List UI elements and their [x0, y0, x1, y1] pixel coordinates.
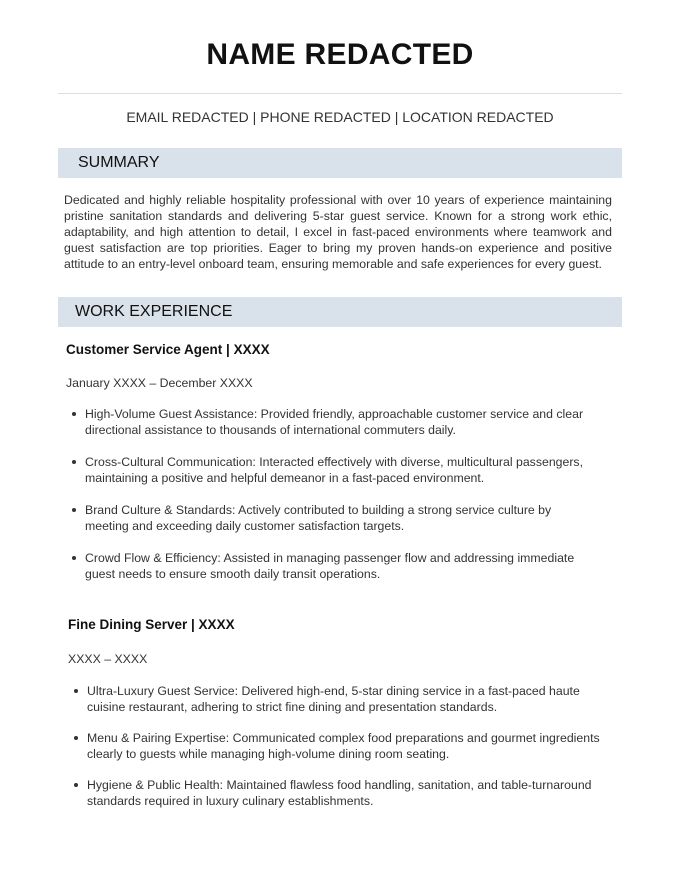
header-divider — [58, 93, 622, 94]
summary-text: Dedicated and highly reliable hospitality professional with over 10 years of experience maintaining pristine sanitation standards and delivering 5-star guest service. Known for a strong work ethic, adaptability, and high attention to detail, I excel in fast-paced environments where teamwork and guest satisfaction are top priorities. Eager to bring my proven hands-on experience and positive attitude to an entry-level onboard team, ensuring memorable and safe experiences for every guest. — [64, 193, 612, 271]
job-bullet-list — [71, 683, 607, 824]
work-experience-heading: WORK EXPERIENCE — [58, 297, 622, 327]
job-bullet-list — [69, 406, 585, 598]
job-bullet: Hygiene & Public Health: Maintained flawless food handling, sanitation, and table-turnaround standards required in luxury culinary establishments. — [71, 777, 607, 809]
job-title: Customer Service Agent | XXXX — [66, 342, 270, 357]
job-bullet: Brand Culture & Standards: Actively contributed to building a strong service culture by meeting and exceeding daily customer satisfaction targets. — [69, 502, 585, 534]
job-bullet: Cross-Cultural Communication: Interacted effectively with diverse, multicultural passengers, maintaining a positive and helpful demeanor in a fast-paced environment. — [69, 454, 585, 486]
job-dates: January XXXX – December XXXX — [66, 376, 253, 390]
job-dates: XXXX – XXXX — [68, 652, 148, 666]
contact-line: EMAIL REDACTED | PHONE REDACTED | LOCATION REDACTED — [126, 109, 554, 125]
job-bullet: High-Volume Guest Assistance: Provided friendly, approachable customer service and clear directional assistance to thousands of international commuters daily. — [69, 406, 585, 438]
job-bullet: Crowd Flow & Efficiency: Assisted in managing passenger flow and addressing immediate guest needs to ensure smooth daily transit operations. — [69, 550, 585, 582]
summary-heading: SUMMARY — [58, 148, 622, 178]
job-bullet: Menu & Pairing Expertise: Communicated complex food preparations and gourmet ingredients clearly to guests while managing high-volume dining room seating. — [71, 730, 607, 762]
job-bullet: Ultra-Luxury Guest Service: Delivered high-end, 5-star dining service in a fast-paced haute cuisine restaurant, adhering to strict fine dining and presentation standards. — [71, 683, 607, 715]
candidate-name: NAME REDACTED — [206, 38, 474, 71]
job-title: Fine Dining Server | XXXX — [68, 617, 235, 632]
